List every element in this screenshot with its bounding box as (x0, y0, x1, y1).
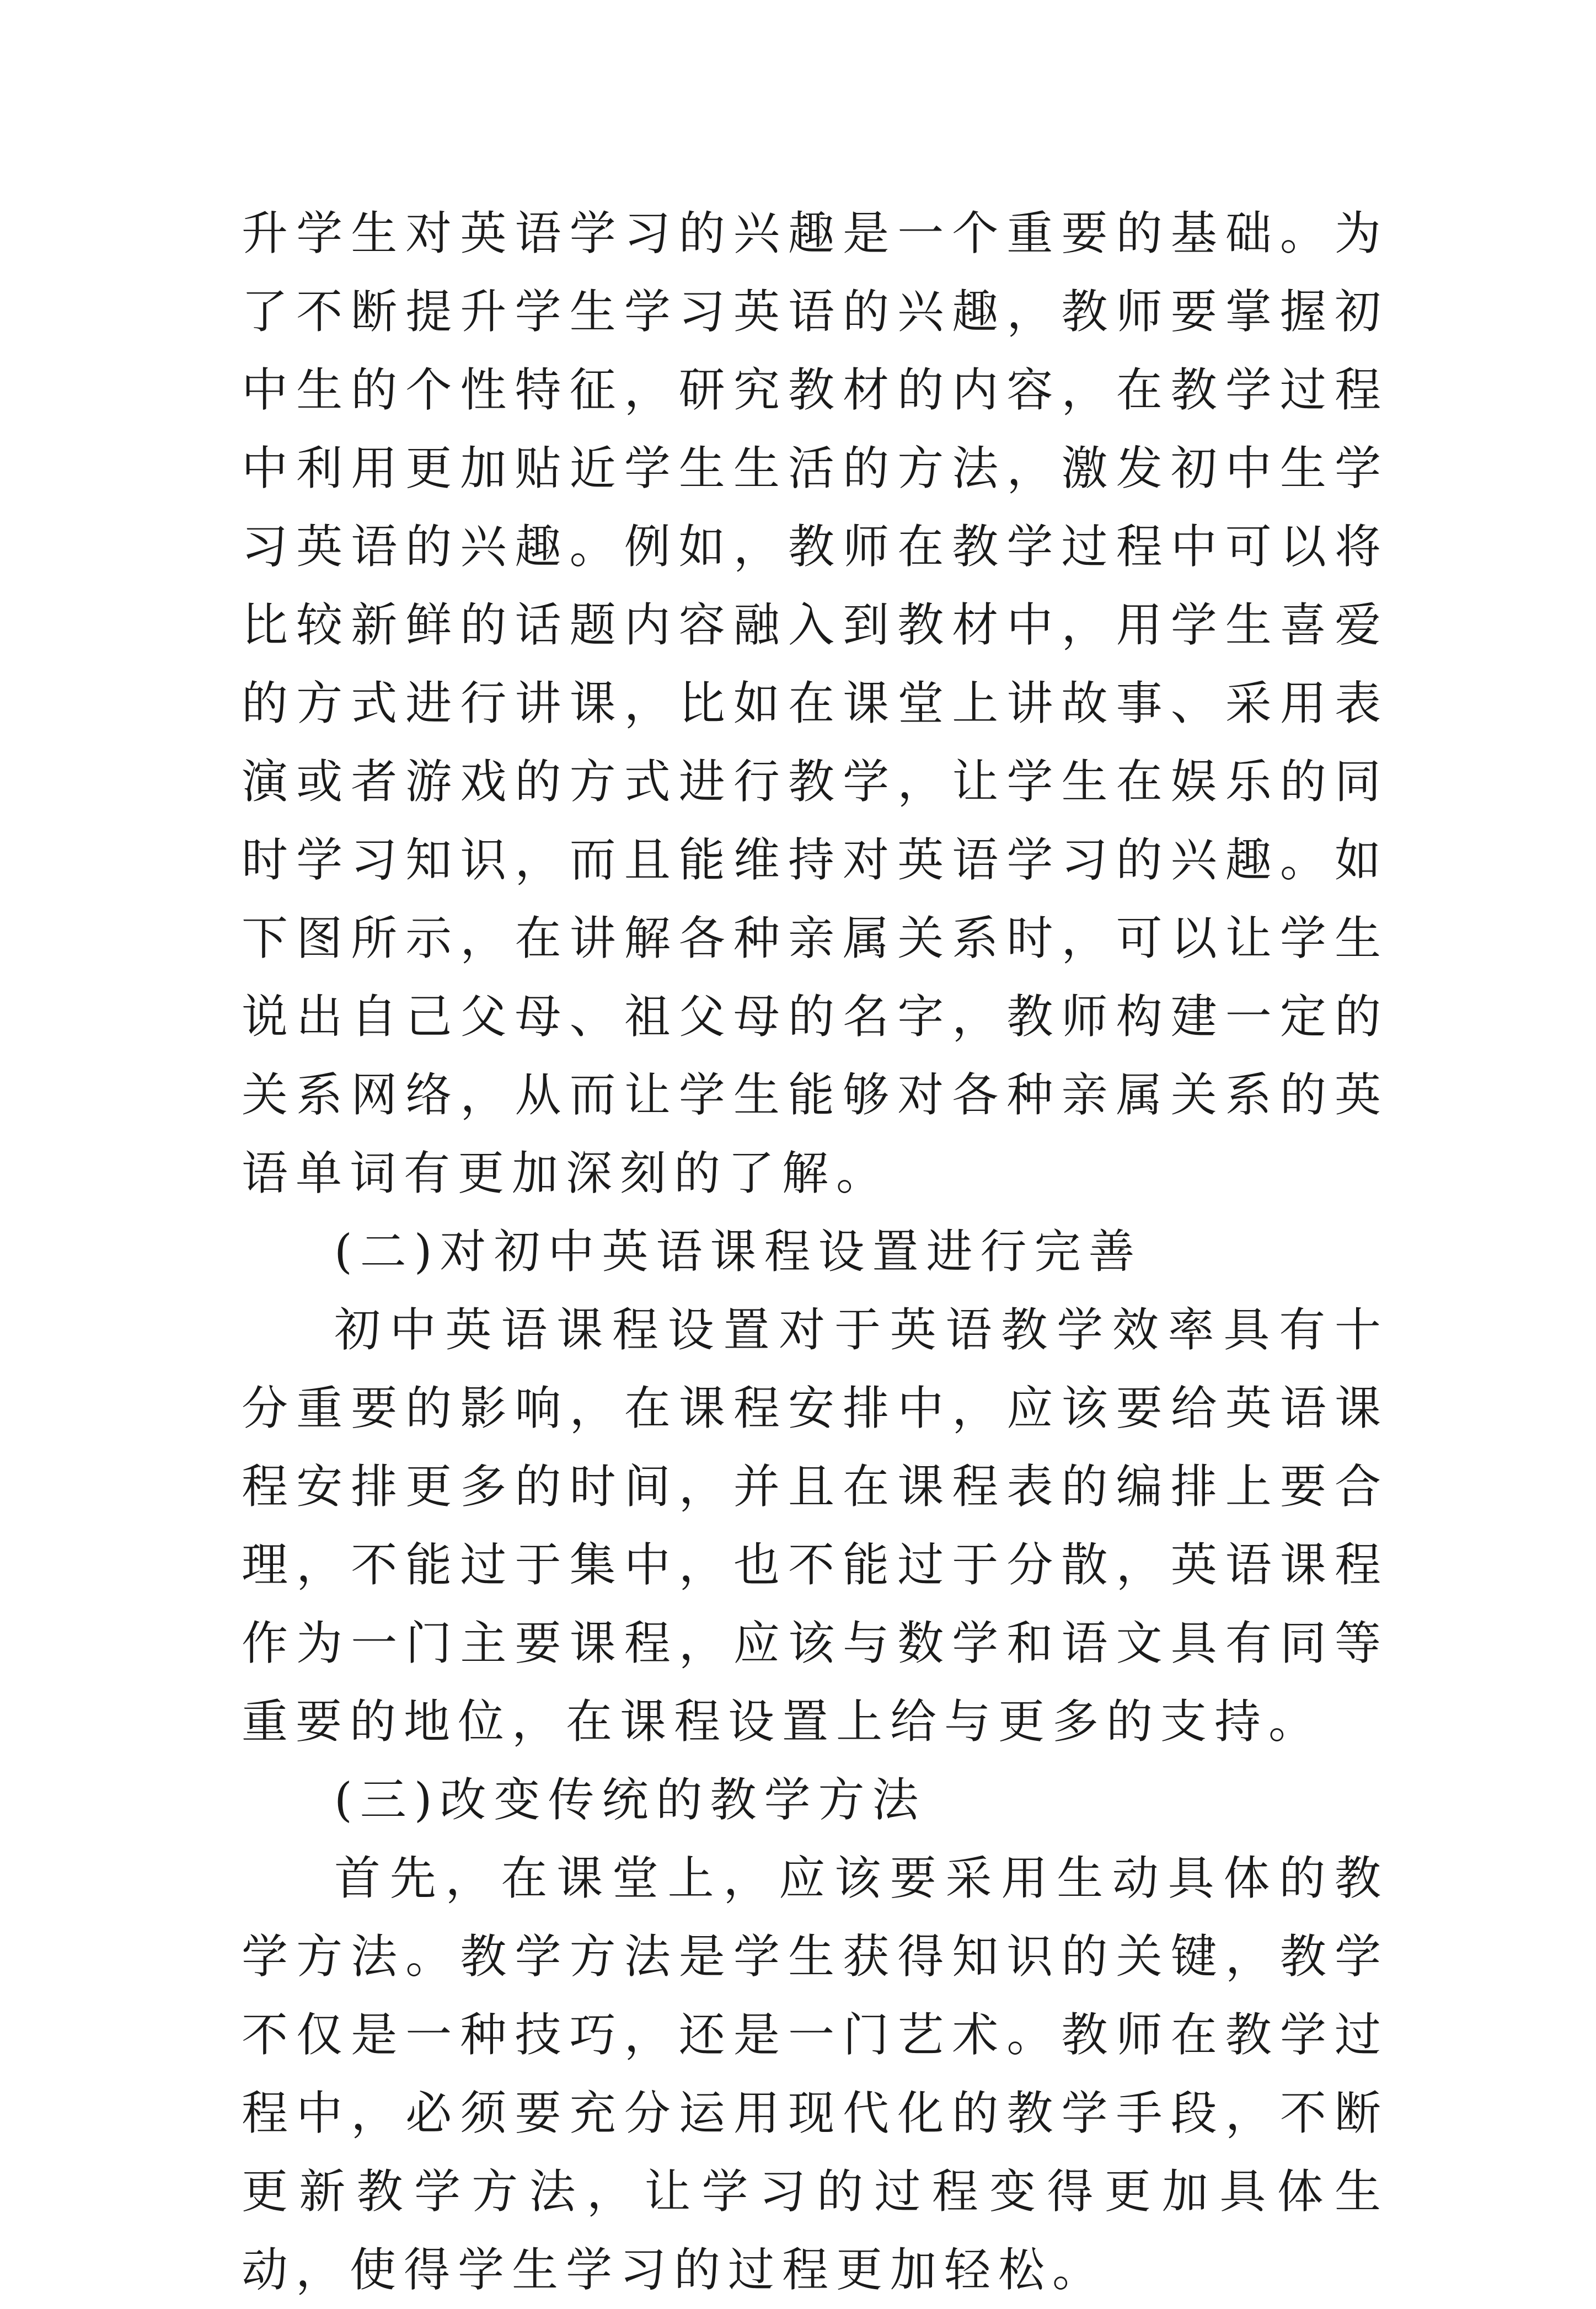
paragraph-continuation: 升学生对英语学习的兴趣是一个重要的基础。为了不断提升学生学习英语的兴趣，教师要掌握初中生的个性特征，研究教材的内容，在教学过程中利用更加贴近学生生活的方法，激发初中生学习英语的兴趣。例如，教师在教学过程中可以将比较新鲜的话题内容融入到教材中，用学生喜爱的方式进行讲课，比如在课堂上讲故事、采用表演或者游戏的方式进行教学，让学生在娱乐的同时学习知识，而且能维持对英语学习的兴趣。如下图所示，在讲解各种亲属关系时，可以让学生说出自己父母、祖父母的名字，教师构建一定的关系网络，从而让学生能够对各种亲属关系的英语单词有更加深刻的了解。 (242, 206, 1389, 1200)
section-heading-3: (三)改变传统的教学方法 (334, 1773, 926, 1827)
section-heading-2: (二)对初中英语课程设置进行完善 (334, 1225, 1143, 1279)
document-body (242, 194, 1389, 2309)
paragraph-course-setting: 初中英语课程设置对于英语教学效率具有十分重要的影响，在课程安排中，应该要给英语课程安排更多的时间，并且在课程表的编排上要合理，不能过于集中，也不能过于分散，英语课程作为一门主要课程，应该与数学和语文具有同等重要的地位，在课程设置上给与更多的支持。 (242, 1303, 1389, 1749)
paragraph-teaching-methods: 首先，在课堂上，应该要采用生动具体的教学方法。教学方法是学生获得知识的关键，教学不仅是一种技巧，还是一门艺术。教师在教学过程中，必须要充分运用现代化的教学手段，不断更新教学方法，让学习的过程变得更加具体生动，使得学生学习的过程更加轻松。 (242, 1851, 1389, 2297)
